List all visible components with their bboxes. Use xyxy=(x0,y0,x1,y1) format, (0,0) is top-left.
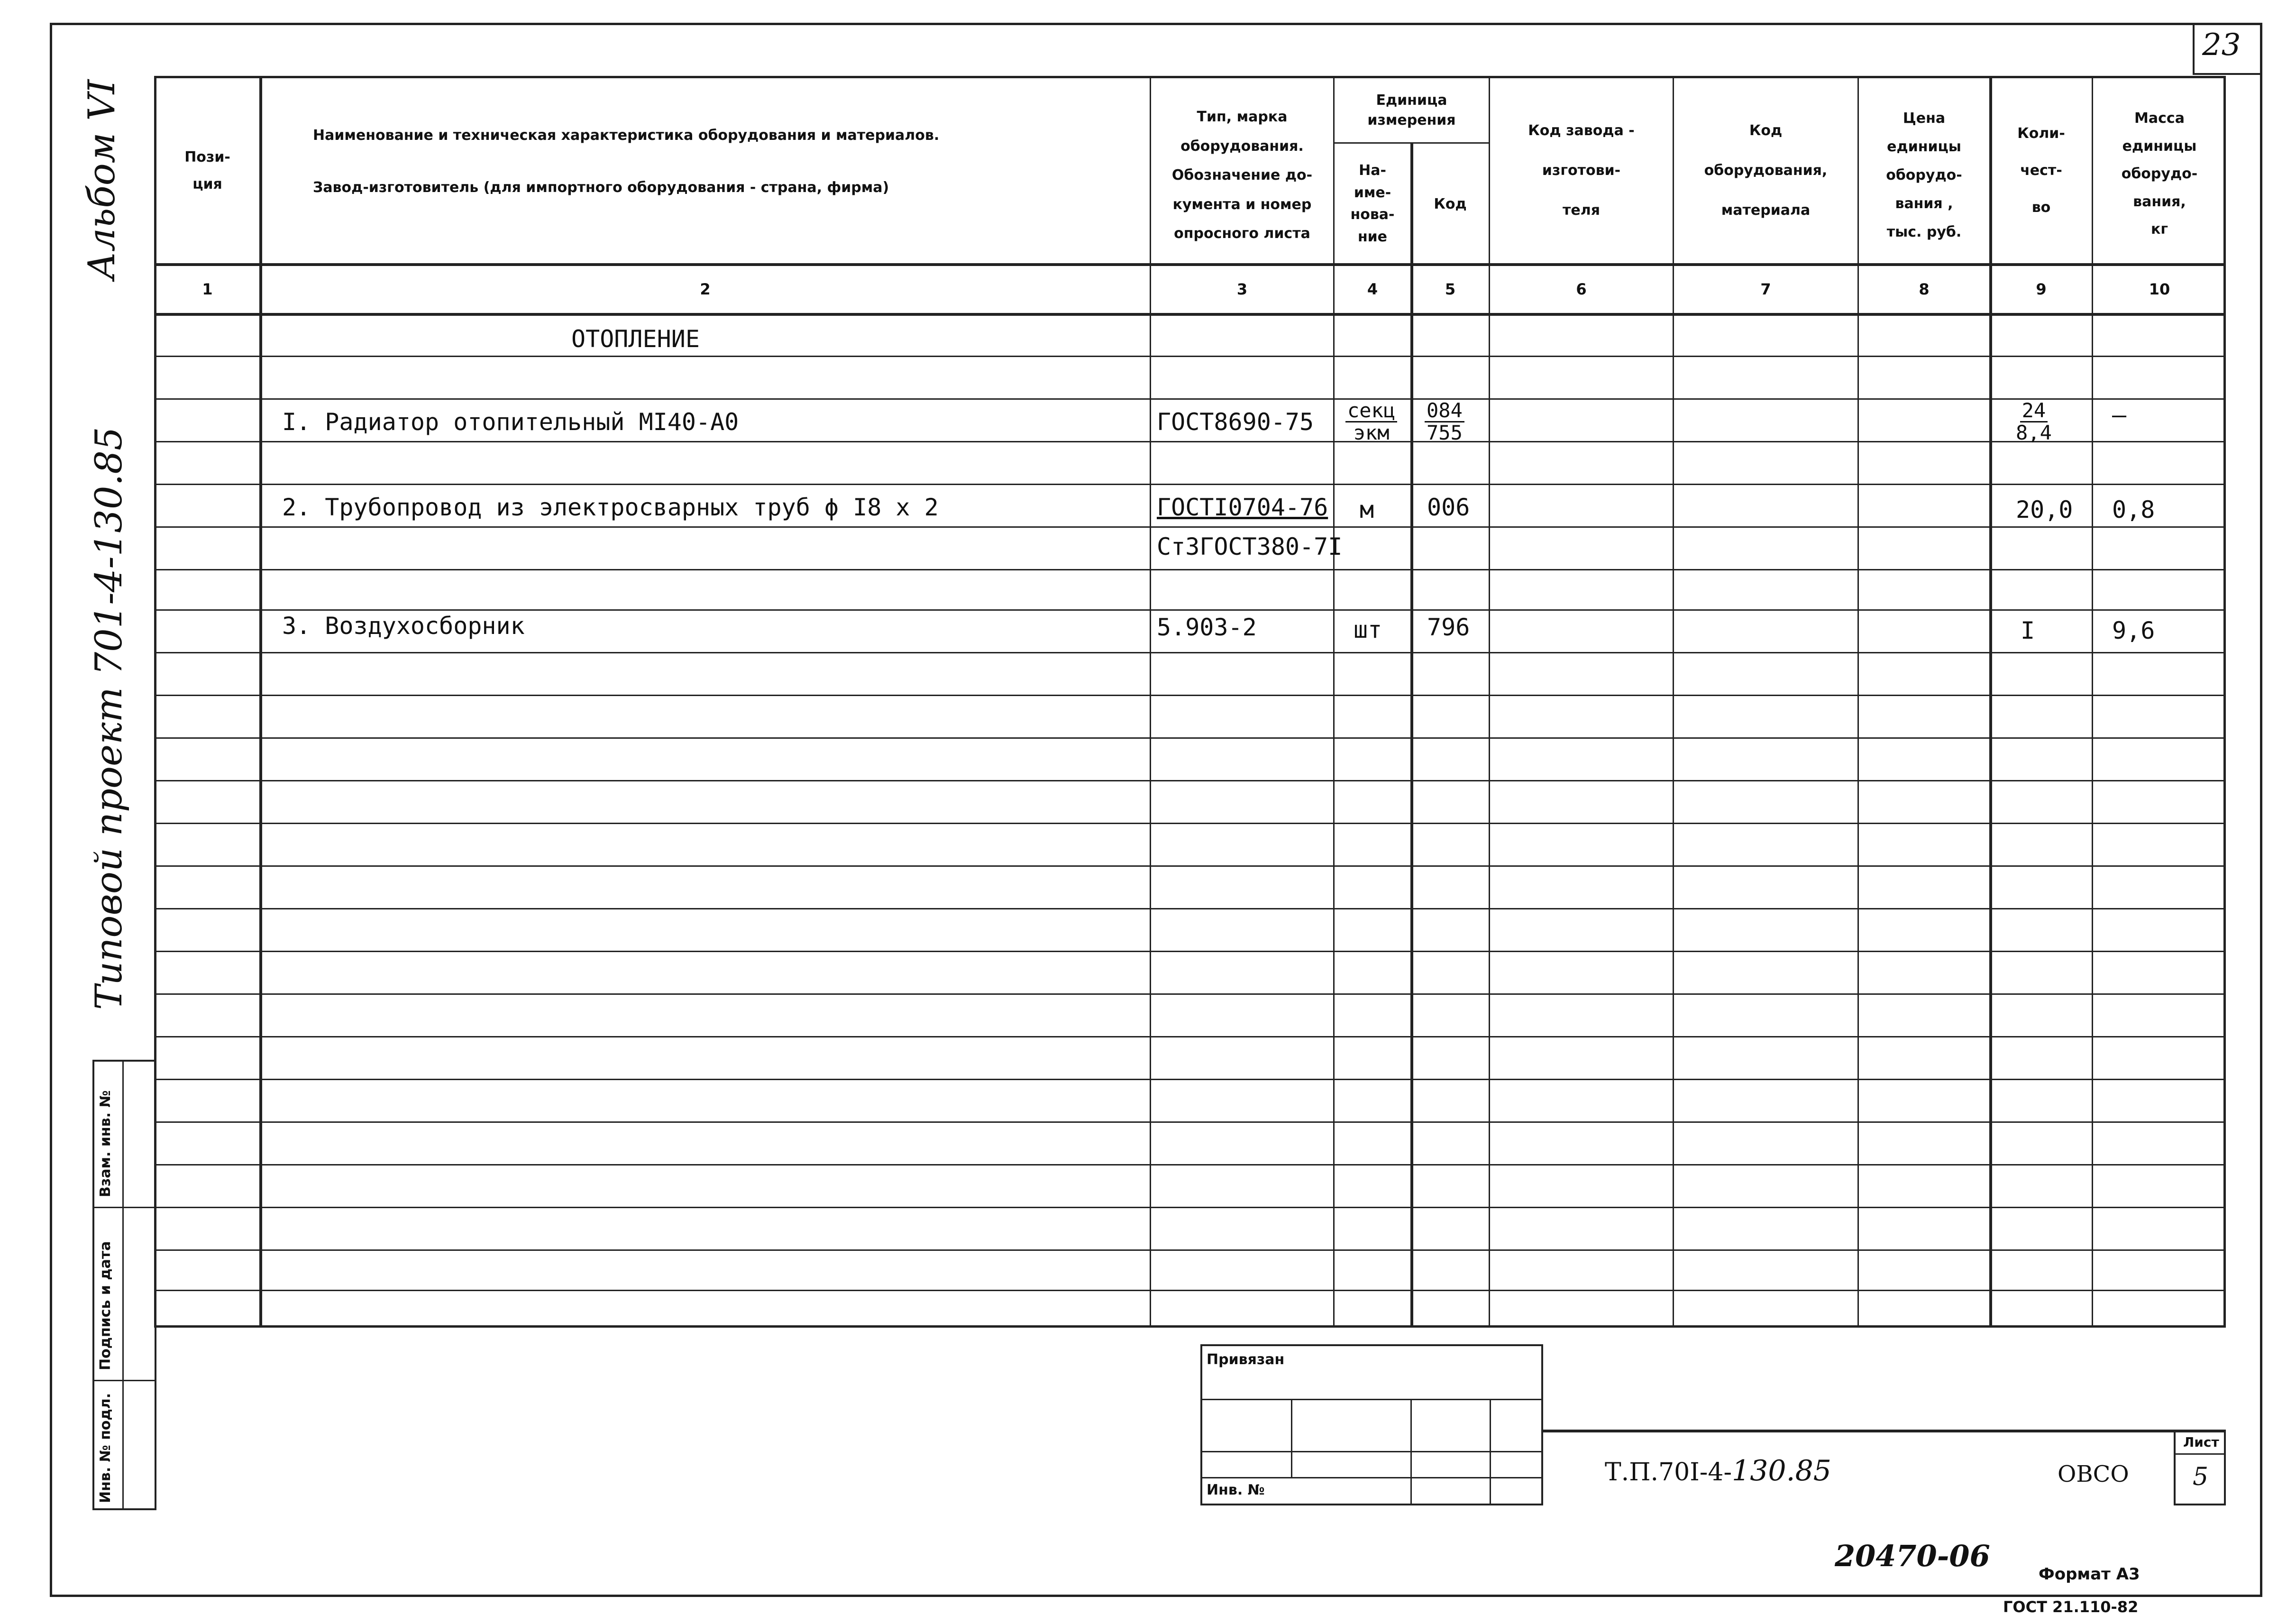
row-3-name: 3. Воздухосборник xyxy=(282,612,525,640)
row-3-unit: шт xyxy=(1354,616,1382,643)
row-3-qty: I xyxy=(2021,617,2035,644)
binding-stamp-line xyxy=(1490,1399,1491,1505)
row-line xyxy=(154,484,2226,485)
row-2-doc2: Ст3ГОСТ380-7I xyxy=(1157,533,1343,560)
row-line xyxy=(154,1249,2226,1251)
row-line xyxy=(154,951,2226,952)
side-stamp-divider xyxy=(92,1207,156,1208)
column-number: 6 xyxy=(1576,280,1587,298)
row-line xyxy=(154,526,2226,528)
header-quantity: Коли- чест- во xyxy=(2017,125,2065,216)
row-line xyxy=(154,609,2226,611)
page-number: 23 xyxy=(2202,28,2241,63)
row-line xyxy=(154,993,2226,995)
row-1-qty-top: 24 xyxy=(2020,400,2048,422)
colnum-bottom-line xyxy=(154,313,2226,316)
album-label: Альбом VI xyxy=(81,79,123,280)
row-2-mass: 0,8 xyxy=(2112,496,2155,523)
column-number: 3 xyxy=(1236,280,1248,298)
column-number: 10 xyxy=(2149,280,2170,298)
archive-number: 20470-06 xyxy=(1835,1539,1990,1573)
row-2-name: 2. Трубопровод из электросварных труб ϕ I8 x 2 xyxy=(282,494,939,521)
column-number: 9 xyxy=(2036,280,2047,298)
row-line xyxy=(154,1079,2226,1080)
sheet-box-divider xyxy=(2174,1453,2226,1455)
standard-label: ГОСТ 21.110-82 xyxy=(2003,1598,2139,1616)
row-1-code-bottom: 755 xyxy=(1427,421,1463,445)
side-stamp-divider xyxy=(92,1380,156,1381)
row-line xyxy=(154,441,2226,442)
header-name-line2: Завод-изготовитель (для импортного оборудования - страна, фирма) xyxy=(313,179,889,196)
side-label-vzam-inv: Взам. инв. № xyxy=(97,1090,114,1197)
row-1-code-top: 084 xyxy=(1425,400,1464,422)
row-2-qty: 20,0 xyxy=(2016,496,2073,523)
project-label: Типовой проект 701-4-130.85 xyxy=(88,427,130,1010)
binding-stamp-line xyxy=(1200,1399,1543,1400)
header-mass: Масса единицы оборудо- вания, кг xyxy=(2121,110,2198,238)
row-line xyxy=(154,1290,2226,1291)
header-unit-code: Код xyxy=(1434,195,1467,212)
row-1-unit-top: секц xyxy=(1345,400,1397,422)
row-3-doc: 5.903-2 xyxy=(1157,614,1257,641)
row-line xyxy=(154,398,2226,400)
row-line xyxy=(154,1121,2226,1123)
row-line xyxy=(154,823,2226,824)
row-1-name: I. Радиатор отопительный МI40-А0 xyxy=(282,408,739,436)
column-number: 2 xyxy=(700,280,711,298)
row-1-mass: – xyxy=(2112,401,2127,429)
section-title: ОТОПЛЕНИЕ xyxy=(571,325,700,353)
title-block-top xyxy=(1543,1430,2226,1432)
header-manufacturer-code: Код завода - изготови- теля xyxy=(1528,122,1635,219)
document-code xyxy=(1605,1454,1831,1487)
binding-stamp-line xyxy=(1200,1451,1543,1452)
row-2-unit: м xyxy=(1360,496,1374,523)
side-label-inv-podl: Инв. № подл. xyxy=(97,1393,114,1503)
binding-stamp-line xyxy=(1200,1477,1543,1478)
row-2-code: 006 xyxy=(1427,494,1470,521)
row-line xyxy=(154,908,2226,909)
row-line xyxy=(154,1036,2226,1037)
row-line xyxy=(154,1207,2226,1208)
row-line xyxy=(154,737,2226,739)
row-line xyxy=(1333,142,1489,144)
row-1-qty xyxy=(2016,397,2052,443)
col-line xyxy=(1410,142,1413,1328)
binding-stamp xyxy=(1200,1344,1543,1505)
header-type: Тип, марка оборудования. Обозначение до- кумента и номер опросного листа xyxy=(1171,109,1313,242)
column-number: 4 xyxy=(1367,280,1378,298)
sheet-label: Лист xyxy=(2183,1434,2219,1450)
side-label-signature-date: Подпись и дата xyxy=(97,1241,114,1370)
row-line xyxy=(154,780,2226,781)
row-1-unit xyxy=(1345,397,1397,443)
row-line xyxy=(154,356,2226,357)
column-number: 8 xyxy=(1919,280,1930,298)
header-unit-name: На- име- нова- ние xyxy=(1350,162,1395,245)
format-label: Формат А3 xyxy=(2039,1565,2140,1584)
inventory-label: Инв. № xyxy=(1207,1482,1265,1498)
binding-stamp-line xyxy=(1291,1399,1292,1477)
document-code-typed: Т.П.70I-4- xyxy=(1605,1458,1732,1486)
row-1-unit-bottom: экм xyxy=(1353,421,1390,445)
row-line xyxy=(154,1164,2226,1165)
row-3-code: 796 xyxy=(1427,614,1470,641)
sheet-number: 5 xyxy=(2193,1463,2209,1491)
row-1-code xyxy=(1425,397,1464,443)
row-line xyxy=(154,865,2226,867)
header-unit: Единица измерения xyxy=(1367,92,1456,128)
binding-label: Привязан xyxy=(1207,1351,1285,1368)
column-number: 7 xyxy=(1760,280,1771,298)
row-1-qty-bottom: 8,4 xyxy=(2016,421,2052,445)
side-stamp-divider xyxy=(122,1060,124,1510)
header-position: Пози- ция xyxy=(184,149,230,193)
header-equipment-code: Код оборудования, материала xyxy=(1704,122,1828,219)
binding-stamp-line xyxy=(1410,1399,1412,1505)
header-price: Цена единицы оборудо- вания , тыс. руб. xyxy=(1886,110,1962,240)
document-code-handwritten: 130.85 xyxy=(1732,1454,1831,1487)
row-line xyxy=(154,695,2226,696)
row-1-doc: ГОСТ8690-75 xyxy=(1157,408,1314,436)
header-name-line1: Наименование и техническая характеристика оборудования и материалов. xyxy=(313,127,940,144)
row-2-doc: ГОСТI0704-76 xyxy=(1157,494,1328,521)
column-number: 5 xyxy=(1445,280,1456,298)
row-line xyxy=(154,652,2226,653)
document-section: ОВСО xyxy=(2058,1461,2129,1487)
row-3-mass: 9,6 xyxy=(2112,617,2155,644)
row-line xyxy=(154,569,2226,570)
column-number: 1 xyxy=(202,280,213,298)
